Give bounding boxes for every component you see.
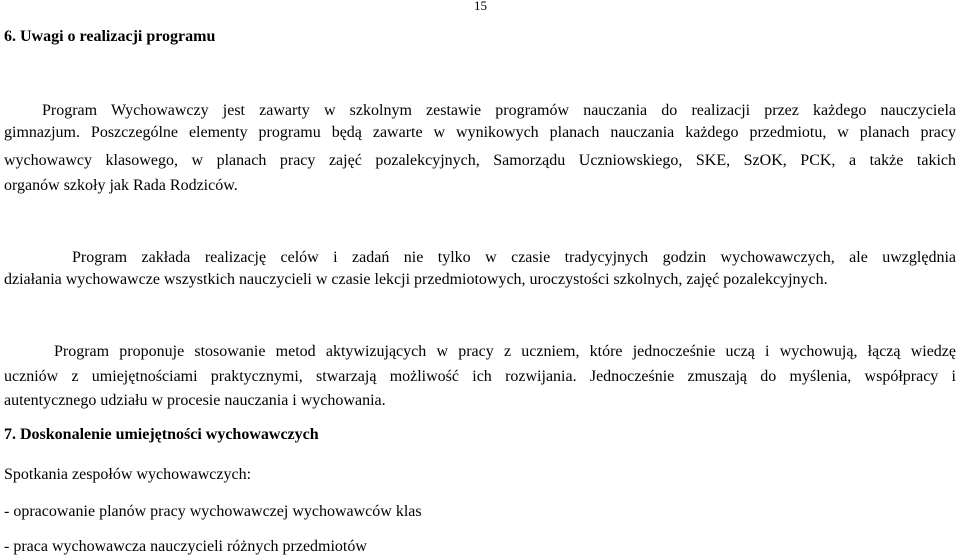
paragraph-3-line-2: uczniów z umiejętnościami praktycznymi, stwarzają możliwość ich rozwijania. Jednocześnie zmuszają do myślenia, współpracy i — [4, 368, 956, 385]
paragraph-1-line-3: wychowawcy klasowego, w planach pracy zajęć pozalekcyjnych, Samorządu Uczniowskiego, SKE, SzOK, PCK, a także takich — [4, 152, 956, 169]
section-7-subheading: Spotkania zespołów wychowawczych: — [4, 466, 252, 483]
paragraph-1-line-2: gimnazjum. Poszczególne elementy programu będą zawarte w wynikowych planach nauczania każdego przedmiotu, w planach pracy — [4, 124, 956, 141]
section-6-heading: 6. Uwagi o realizacji programu — [4, 28, 216, 45]
paragraph-1-line-4: organów szkoły jak Rada Rodziców. — [4, 177, 238, 194]
paragraph-2-line-2: działania wychowawcze wszystkich nauczycieli w czasie lekcji przedmiotowych, uroczystości szkolnych, zajęć pozalekcyjnych. — [4, 271, 828, 288]
list-item: - opracowanie planów pracy wychowawczej wychowawców klas — [4, 503, 422, 520]
paragraph-3-line-1: Program proponuje stosowanie metod aktywizujących w pracy z uczniem, które jednocześnie uczą i wychowują, łączą wiedzę — [54, 343, 956, 360]
page-number: 15 — [474, 0, 487, 13]
section-7-heading: 7. Doskonalenie umiejętności wychowawczych — [4, 426, 319, 443]
paragraph-3-line-3: autentycznego udziału w procesie nauczania i wychowania. — [4, 392, 386, 409]
paragraph-2-line-1: Program zakłada realizację celów i zadań nie tylko w czasie tradycyjnych godzin wychowawczych, ale uwzględnia — [72, 249, 956, 266]
list-item: - praca wychowawcza nauczycieli różnych przedmiotów — [4, 538, 367, 555]
paragraph-1-line-1: Program Wychowawczy jest zawarty w szkolnym zestawie programów nauczania do realizacji przez każdego nauczyciela — [42, 102, 956, 119]
